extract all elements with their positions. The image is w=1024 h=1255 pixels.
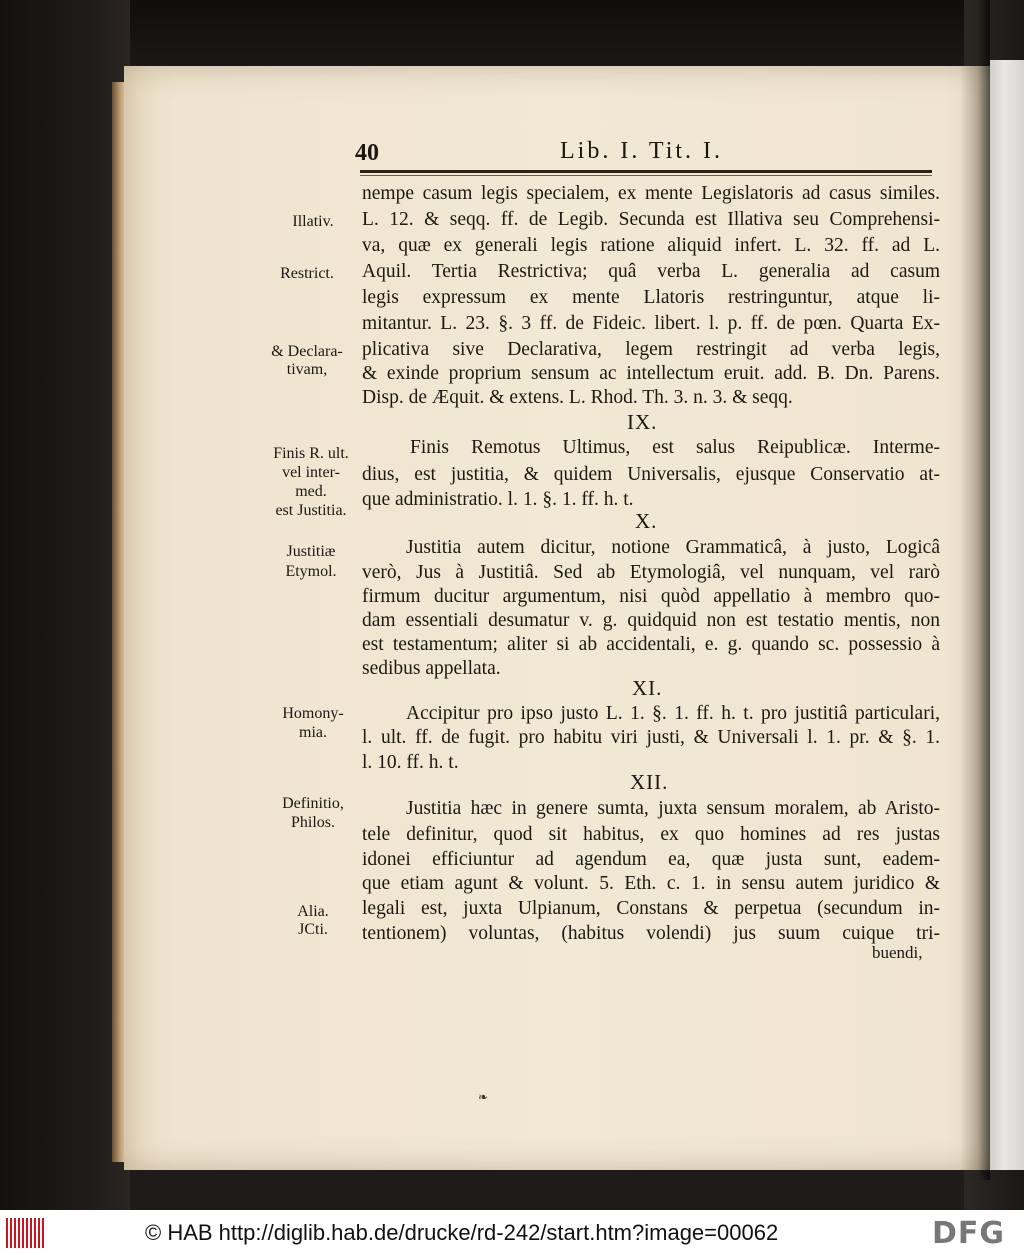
text-line: Accipitur pro ipso justo L. 1. §. 1. ff. h. t. pro justitiâ particulari, [406, 703, 940, 724]
margin-note: Etymol. [285, 563, 337, 580]
section-heading-x: X. [635, 509, 658, 533]
text-line: L. 12. & seqq. ff. de Legib. Secunda est Illativa seu Comprehensi- [362, 209, 940, 230]
text-line: que administratio. l. 1. §. 1. ff. h. t. [362, 489, 634, 510]
text-line: plicativa sive Declarativa, legem restringit ad verba legis, [362, 339, 940, 360]
text-line: l. ult. ff. de fugit. pro habitu viri justi, & Universali l. 1. pr. & §. 1. [362, 727, 940, 748]
margin-note: Illativ. [292, 213, 334, 230]
margin-note: med. [295, 483, 327, 500]
text-line: nempe casum legis specialem, ex mente Legislatoris ad casus similes. [362, 183, 940, 204]
text-line: va, quæ ex generali legis ratione aliquid infert. L. 32. ff. ad L. [362, 235, 940, 256]
header-rule [360, 170, 932, 173]
margin-note: Homony- [282, 705, 344, 722]
margin-note: est Justitia. [275, 502, 347, 519]
text-line: sedibus appellata. [362, 658, 501, 679]
section-heading-ix: IX. [627, 410, 658, 434]
margin-note: vel inter- [282, 464, 340, 481]
text-line: tentionem) voluntas, (habitus volendi) jus suum cuique tri- [362, 923, 940, 944]
text-line: legali est, juxta Ulpianum, Constans & perpetua (secundum in- [362, 898, 940, 919]
margin-note: JCti. [298, 921, 328, 938]
text-line: Finis Remotus Ultimus, est salus Reipublicæ. Interme- [410, 437, 940, 458]
text-line: firmum ducitur argumentum, nisi quòd appellatio à membro quo- [362, 586, 940, 607]
margin-note: & Declara- [271, 343, 343, 360]
text-line: que etiam agunt & volunt. 5. Eth. c. 1. in sensu autem juridico & [362, 873, 940, 894]
margin-note: Finis R. ult. [273, 445, 349, 462]
printer-mark-icon: ❧ [478, 1090, 489, 1104]
section-heading-xi: XI. [632, 676, 663, 700]
page-gutter-shadow [960, 0, 990, 1180]
margin-note: Definitio, [282, 795, 344, 812]
text-line: idonei efficiuntur ad agendum ea, quæ justa sunt, eadem- [362, 849, 940, 870]
running-head: Lib. I. Tit. I. [560, 138, 724, 164]
dfg-logo: DFG [932, 1216, 1006, 1251]
scan-background-left [0, 0, 130, 1210]
text-line: dius, est justitia, & quidem Universalis, ejusque Conservatio at- [362, 464, 940, 485]
margin-note: Alia. [297, 903, 329, 920]
header-rule-thin [360, 175, 932, 176]
viewer-footer [0, 1210, 1024, 1255]
text-line: est testamentum; aliter si ab accidentali, e. g. quando sc. possessio à [362, 634, 940, 655]
margin-note: Restrict. [280, 265, 334, 282]
margin-note: mia. [299, 724, 327, 741]
hab-logo-icon [6, 1218, 46, 1248]
text-line: tele definitur, quod sit habitus, ex quo homines ad res justas [362, 824, 940, 845]
page-number: 40 [355, 140, 379, 166]
margin-note: Philos. [290, 814, 335, 831]
text-line: verò, Jus à Justitiâ. Sed ab Etymologiâ, vel nunquam, vel rarò [362, 562, 940, 583]
margin-note: Justitiæ [286, 543, 336, 560]
text-line: legis expressum ex mente Llatoris restringuntur, atque li- [362, 287, 940, 308]
text-line: Disp. de Æquit. & extens. L. Rhod. Th. 3. n. 3. & seqq. [362, 387, 793, 408]
catchword: buendi, [872, 943, 923, 962]
text-line: Justitia autem dicitur, notione Grammaticâ, à justo, Logicâ [406, 537, 940, 558]
section-heading-xii: XII. [630, 770, 669, 794]
text-line: Aquil. Tertia Restrictiva; quâ verba L. generalia ad casum [362, 261, 940, 282]
facing-page-edge [990, 60, 1024, 1170]
text-line: dam essentiali desumatur v. g. quidquid non est testatio mentis, non [362, 610, 940, 631]
margin-note: tivam, [286, 361, 328, 378]
text-line: l. 10. ff. h. t. [362, 752, 459, 773]
text-line: mitantur. L. 23. §. 3 ff. de Fideic. libert. l. p. ff. de pœn. Quarta Ex- [362, 313, 940, 334]
text-line: Justitia hæc in genere sumta, juxta sensum moralem, ab Aristo- [406, 798, 940, 819]
source-credit-link[interactable]: © HAB http://diglib.hab.de/drucke/rd-242/start.htm?image=00062 [145, 1220, 779, 1245]
text-line: & exinde proprium sensum ac intellectum eruit. add. B. Dn. Parens. [362, 363, 940, 384]
